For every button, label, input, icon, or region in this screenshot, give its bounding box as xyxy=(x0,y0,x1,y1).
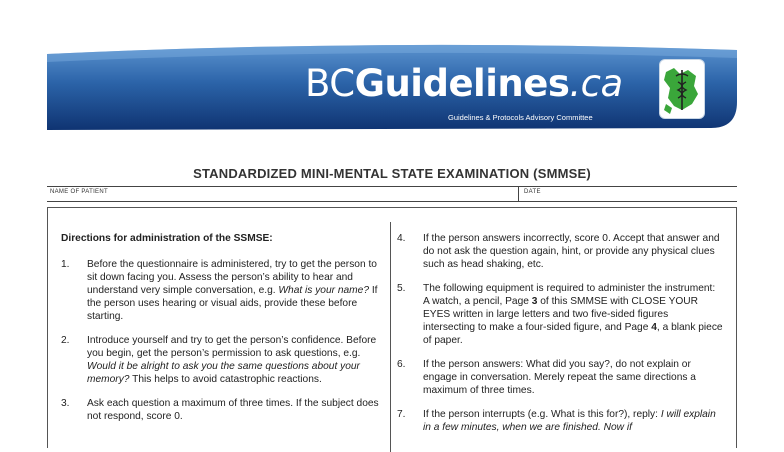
item-text-part: Introduce yourself and try to get the person’s confidence. Before you begin, get the person’s permission to ask questions, e.g. xyxy=(87,335,377,359)
item-example-question: Would it be alright to ask you the same questions about your memory? xyxy=(87,361,360,385)
document-title: STANDARDIZED MINI-MENTAL STATE EXAMINATION (SMMSE) xyxy=(193,166,591,181)
right-column xyxy=(397,232,723,445)
brand-subtitle: Guidelines & Protocols Advisory Committee xyxy=(448,113,593,122)
item-number: 6. xyxy=(397,359,406,370)
patient-name-label: NAME OF PATIENT xyxy=(50,189,108,195)
item-text-part: of this SMMSE with CLOSE YOUR EYES written in large letters and two five-sided figures intersecting to make a four-sided figure, and Page xyxy=(423,296,698,333)
item-text: If the person answers incorrectly, score 0. Accept that answer and do not ask the question again, hint, or provide any physical clues such as head shaking, etc. xyxy=(423,233,720,270)
bc-map-graphic xyxy=(660,60,704,118)
item-text-part: If the person uses hearing or visual aids, provide these before starting. xyxy=(87,285,378,322)
brand-logotype xyxy=(305,64,623,104)
item-number: 7. xyxy=(397,409,406,420)
item-text xyxy=(423,408,723,434)
item-example-question: What is your name? xyxy=(278,285,369,296)
item-number: 5. xyxy=(397,283,406,294)
item-text: If the person answers: What did you say?, do not explain or engage in conversation. Merely repeat the same directions a maximum of three times. xyxy=(423,359,696,396)
item-text-part: This helps to avoid catastrophic reactions. xyxy=(129,374,322,385)
item-number: 3. xyxy=(61,398,70,409)
page-ref: 3 xyxy=(531,296,538,307)
item-text xyxy=(87,258,379,323)
bc-map-caduceus-icon xyxy=(660,60,704,118)
patient-info-row xyxy=(47,186,737,202)
item-text-part: Before the questionnaire is administered, try to get the person to sit down facing you. Assess the person’s ability to hear and understand very simple conversation, e.g. xyxy=(87,259,377,296)
item-number: 2. xyxy=(61,335,70,346)
item-text-part: The following equipment is required to administer the instrument: A watch, a pencil, Page xyxy=(423,283,716,307)
direction-item-7 xyxy=(397,408,723,434)
direction-item-3 xyxy=(61,397,379,423)
field-divider xyxy=(518,187,519,201)
item-number: 1. xyxy=(61,259,70,270)
direction-item-4 xyxy=(397,232,723,271)
brand-part-bc: BC xyxy=(305,62,355,105)
column-divider xyxy=(390,222,391,452)
brand-part-ca: .ca xyxy=(569,62,623,105)
directions-heading: Directions for administration of the SSMSE: xyxy=(61,233,273,244)
item-text-part: , a blank piece of paper. xyxy=(423,322,723,346)
item-number: 4. xyxy=(397,233,406,244)
direction-item-2 xyxy=(61,334,379,386)
item-text-part: If the person interrupts (e.g. What is this for?), reply: xyxy=(423,409,661,420)
direction-item-5 xyxy=(397,282,723,347)
direction-item-6 xyxy=(397,358,723,397)
page-ref: 4 xyxy=(651,322,657,333)
item-text xyxy=(423,282,723,347)
item-text xyxy=(87,334,379,386)
date-label: DATE xyxy=(524,189,541,195)
brand-part-guidelines: Guidelines xyxy=(354,62,570,105)
direction-item-1 xyxy=(61,258,379,323)
left-column xyxy=(61,232,379,434)
item-example-reply: I will explain in a few minutes, when we are finished. Now if xyxy=(423,409,716,433)
item-text: Ask each question a maximum of three times. If the subject does not respond, score 0. xyxy=(87,398,379,422)
